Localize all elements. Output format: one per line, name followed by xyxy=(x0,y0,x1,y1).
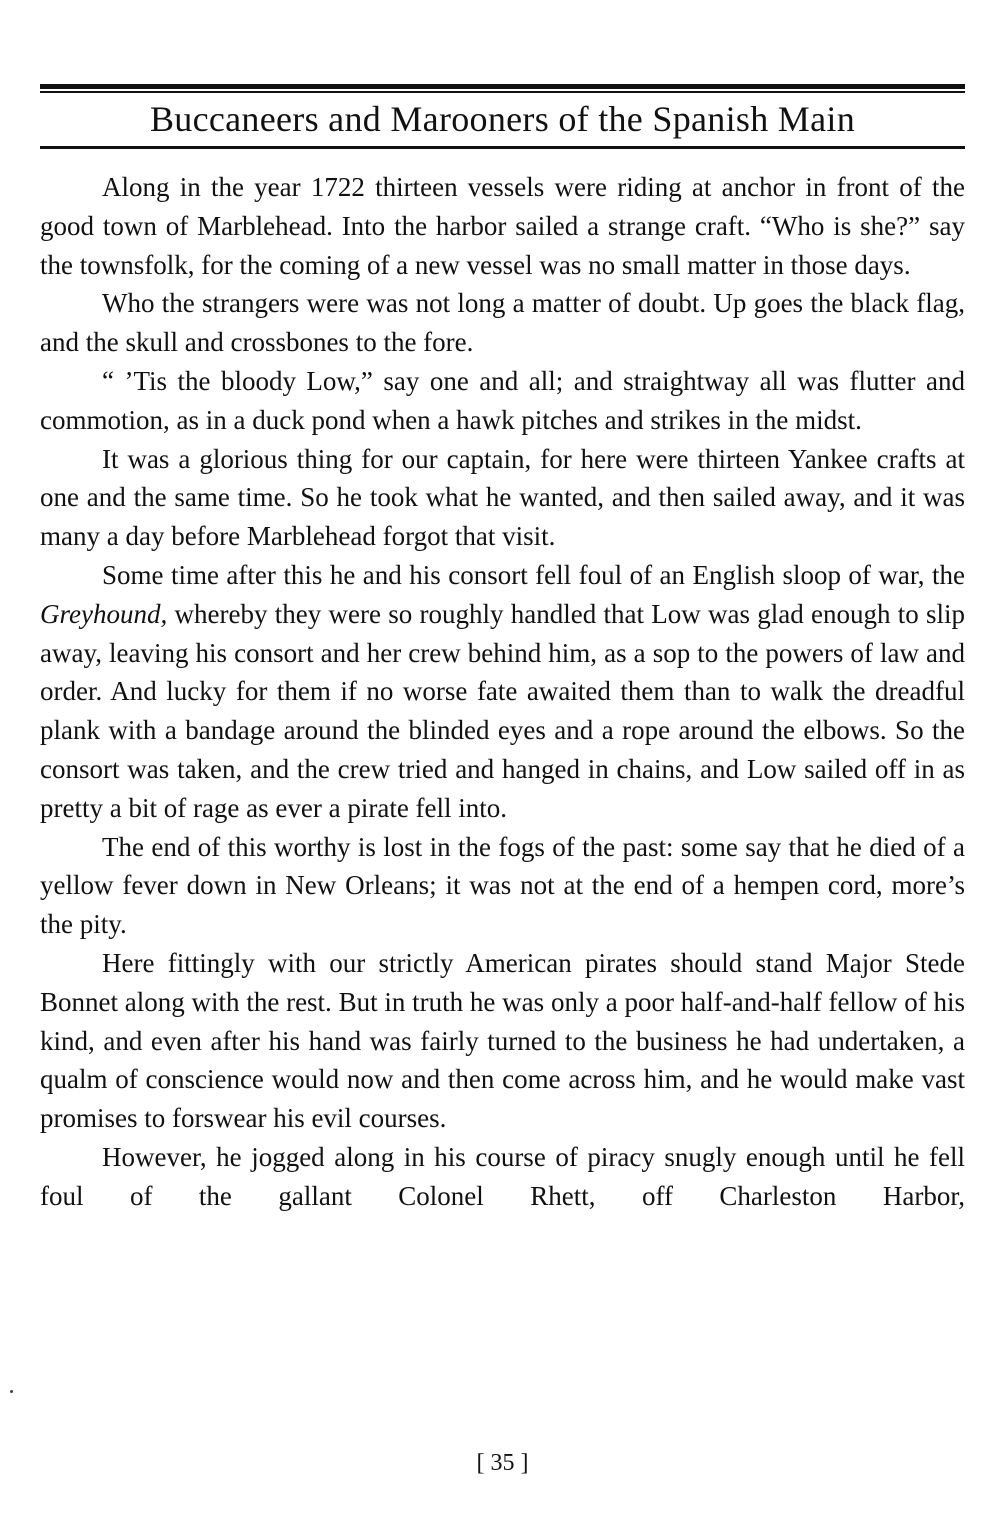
body-text xyxy=(40,168,965,1216)
header-rule-thin xyxy=(40,91,965,93)
stray-ink-mark xyxy=(10,1390,13,1393)
paragraph: Along in the year 1722 thirteen vessels were riding at anchor in front of the good town of Marblehead. Into the harbor sailed a strange craft. “Who is she?” say the townsfolk, for the coming of a new vessel was no small matter in those days. xyxy=(40,172,965,280)
paragraph: However, he jogged along in his course of piracy snugly enough until he fell foul of the gallant Colonel Rhett, off Charleston Harbor, xyxy=(40,1141,965,1211)
page-number: [ 35 ] xyxy=(476,1450,529,1476)
running-title: Buccaneers and Marooners of the Spanish Main xyxy=(149,99,855,139)
paragraph: The end of this worthy is lost in the fogs of the past: some say that he died of a yellow fever down in New Orleans; it was not at the end of a hempen cord, more’s the pity. xyxy=(40,831,965,940)
paragraph: “ ’Tis the bloody Low,” say one and all; and straightway all was flutter and commotion, as in a duck pond when a hawk pitches and strikes in the midst. xyxy=(40,365,965,435)
paragraph: Who the strangers were was not long a matter of doubt. Up goes the black flag, and the skull and crossbones to the fore. xyxy=(40,288,965,358)
ship-name: Greyhound, xyxy=(40,598,168,629)
header-rule-thick xyxy=(40,84,965,89)
paragraph: Here fittingly with our strictly American pirates should stand Major Stede Bonnet along with the rest. But in truth he was only a poor half-and-half fellow of his kind, and even after his hand was fairly turned to the business he had undertaken, a qualm of conscience would now and then come across him, and he would make vast promises to forswear his evil courses. xyxy=(40,947,965,1134)
paragraph xyxy=(40,556,965,828)
paragraph-text: Some time after this he and his consort fell foul of an English sloop of war, the xyxy=(102,559,965,590)
header-underline-rule xyxy=(40,146,965,149)
paragraph: It was a glorious thing for our captain, for here were thirteen Yankee crafts at one and the same time. So he took what he wanted, and then sailed away, and it was many a day before Marblehead forgot that visit. xyxy=(40,443,965,552)
paragraph-text: whereby they were so roughly handled that Low was glad enough to slip away, leaving his consort and her crew behind him, as a sop to the powers of law and order. And lucky for them if no worse fate awaited them than to walk the dreadful plank with a bandage around the blinded eyes and a rope around the elbows. So the consort was taken, and the crew tried and hanged in chains, and Low sailed off in as pretty a bit of rage as ever a pirate fell into. xyxy=(40,598,965,823)
book-page xyxy=(40,0,965,1532)
